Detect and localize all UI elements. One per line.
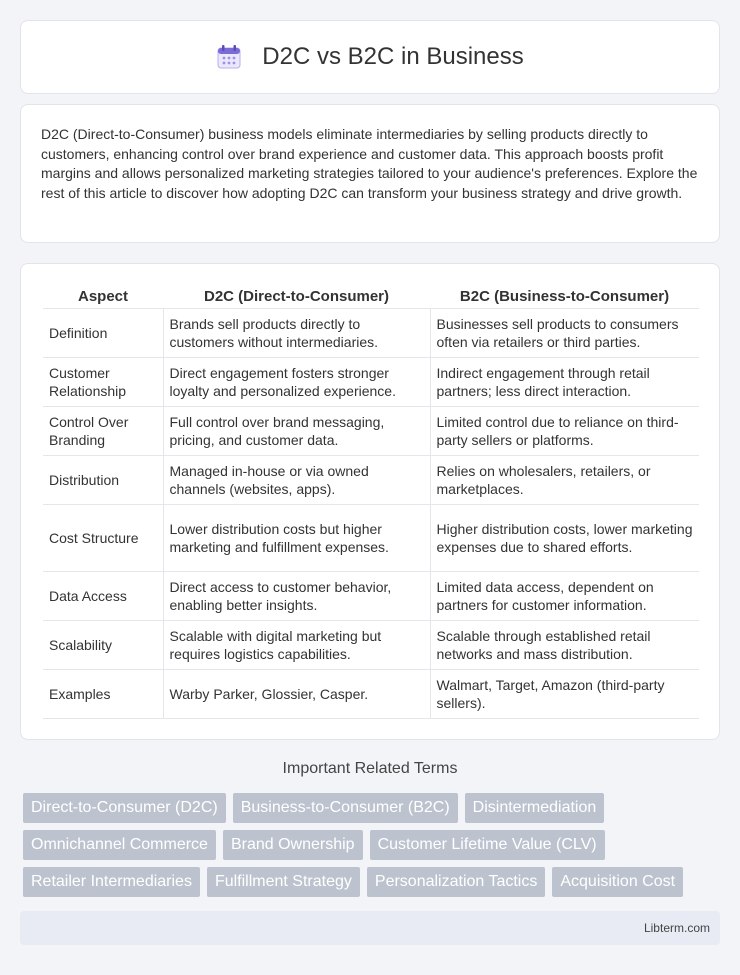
table-row (43, 308, 699, 357)
cell-aspect: Examples (43, 669, 163, 718)
table-row (43, 455, 699, 504)
cell-d2c: Direct access to customer behavior, enabling better insights. (163, 571, 430, 620)
cell-aspect: Data Access (43, 571, 163, 620)
related-term-tag[interactable]: Customer Lifetime Value (CLV) (370, 830, 605, 860)
table-row (43, 571, 699, 620)
table-row (43, 504, 699, 571)
header-d2c: D2C (Direct-to-Consumer) (163, 286, 430, 308)
cell-d2c: Direct engagement fosters stronger loyalty and personalized experience. (163, 357, 430, 406)
cell-aspect: Definition (43, 308, 163, 357)
table-row (43, 669, 699, 718)
related-term-tag[interactable]: Fulfillment Strategy (207, 867, 360, 897)
cell-b2c: Indirect engagement through retail partners; less direct interaction. (430, 357, 699, 406)
footer (20, 911, 720, 945)
calendar-icon (216, 44, 242, 70)
cell-aspect: Customer Relationship (43, 357, 163, 406)
cell-b2c: Scalable through established retail networks and mass distribution. (430, 620, 699, 669)
related-term-tag[interactable]: Personalization Tactics (367, 867, 545, 897)
cell-b2c: Walmart, Target, Amazon (third-party sellers). (430, 669, 699, 718)
related-term-tag[interactable]: Business-to-Consumer (B2C) (233, 793, 458, 823)
cell-d2c: Managed in-house or via owned channels (websites, apps). (163, 455, 430, 504)
cell-d2c: Warby Parker, Glossier, Casper. (163, 669, 430, 718)
intro-card (20, 104, 720, 243)
cell-d2c: Full control over brand messaging, pricing, and customer data. (163, 406, 430, 455)
related-term-tag[interactable]: Brand Ownership (223, 830, 363, 860)
header-aspect: Aspect (43, 286, 163, 308)
comparison-card (20, 263, 720, 740)
intro-text: D2C (Direct-to-Consumer) business models eliminate intermediaries by selling products directly to customers, enhancing control over brand experience and customer data. This approach boosts profit margins and allows personalized marketing strategies tailored to your audience's preferences. Explore the rest of this article to discover how adopting D2C can transform your business strategy and drive growth. (41, 126, 698, 201)
cell-d2c: Lower distribution costs but higher marketing and fulfillment expenses. (163, 504, 430, 571)
cell-b2c: Limited control due to reliance on third-party sellers or platforms. (430, 406, 699, 455)
cell-b2c: Businesses sell products to consumers often via retailers or third parties. (430, 308, 699, 357)
related-term-tag[interactable]: Direct-to-Consumer (D2C) (23, 793, 226, 823)
related-terms-list (23, 793, 723, 904)
comparison-table (43, 286, 699, 719)
cell-b2c: Relies on wholesalers, retailers, or marketplaces. (430, 455, 699, 504)
cell-aspect: Cost Structure (43, 504, 163, 571)
related-term-tag[interactable]: Retailer Intermediaries (23, 867, 200, 897)
cell-aspect: Scalability (43, 620, 163, 669)
table-row (43, 406, 699, 455)
tag-row (23, 793, 723, 823)
cell-b2c: Higher distribution costs, lower marketing expenses due to shared efforts. (430, 504, 699, 571)
table-header-row (43, 286, 699, 308)
header-b2c: B2C (Business-to-Consumer) (430, 286, 699, 308)
related-term-tag[interactable]: Disintermediation (465, 793, 605, 823)
tag-row (23, 867, 723, 897)
table-row (43, 357, 699, 406)
related-term-tag[interactable]: Omnichannel Commerce (23, 830, 216, 860)
table-row (43, 620, 699, 669)
cell-b2c: Limited data access, dependent on partners for customer information. (430, 571, 699, 620)
page-header (20, 20, 720, 94)
footer-site-link[interactable]: Libterm.com (643, 921, 710, 935)
tag-row (23, 830, 723, 860)
related-terms-title: Important Related Terms (282, 760, 458, 777)
page-title: D2C vs B2C in Business (262, 43, 524, 70)
cell-aspect: Distribution (43, 455, 163, 504)
cell-aspect: Control Over Branding (43, 406, 163, 455)
cell-d2c: Scalable with digital marketing but requires logistics capabilities. (163, 620, 430, 669)
cell-d2c: Brands sell products directly to customers without intermediaries. (163, 308, 430, 357)
related-term-tag[interactable]: Acquisition Cost (552, 867, 683, 897)
